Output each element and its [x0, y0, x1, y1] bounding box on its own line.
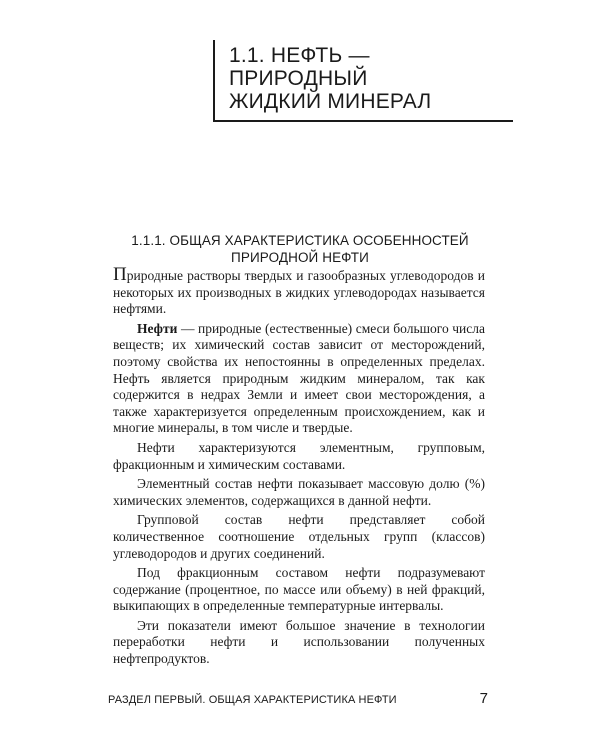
body-text — [113, 264, 485, 671]
paragraph-importance: Эти показатели имеют большое значение в технологии переработки нефти и использовании полученных нефтепродуктов. — [113, 617, 485, 667]
section-heading-line: ПРИРОДНОЙ НЕФТИ — [231, 250, 369, 265]
page-number: 7 — [479, 690, 488, 707]
paragraph-intro-text: риродные растворы твердых и газообразных углеводородов и некоторых их производных в жидких углеводородах называется нефтями. — [113, 268, 485, 317]
paragraph-intro — [113, 264, 485, 318]
paragraph-group: Групповой состав нефти представляет собой количественное соотношение отдельных групп (классов) углеводородов и других соединений. — [113, 512, 485, 561]
paragraph-elemental: Элементный состав нефти показывает массовую долю (%) химических элементов, содержащихся в данной нефти. — [113, 476, 485, 508]
running-title: РАЗДЕЛ ПЕРВЫЙ. ОБЩАЯ ХАРАКТЕРИСТИКА НЕФТИ — [108, 694, 397, 706]
paragraph-definition — [113, 321, 485, 437]
term-neft: Нефти — [137, 320, 178, 336]
section-heading — [110, 232, 490, 266]
paragraph-fractional: Под фракционным составом нефти подразумевают содержание (процентное, по массе или объему) в ней фракций, выкипающих в определенные температурные интервалы. — [113, 565, 485, 614]
paragraph-compositions: Нефти характеризуются элементным, групповым, фракционным и химическим составами. — [113, 439, 485, 472]
paragraph-definition-text: — природные (естественные) смеси большого числа веществ; их химический состав зависит от месторождений, поэтому свойства их непостоянны в определенных пределах. Нефть является природным жидким минералом, так как содержится в недрах Земли и имеет свои месторождения, а также характеризуется определенным происхождением, как и многие минералы, в том числе и твердые. — [113, 320, 485, 436]
section-heading-line: 1.1.1. ОБЩАЯ ХАРАКТЕРИСТИКА ОСОБЕННОСТЕЙ — [131, 233, 469, 248]
chapter-title-line: ЖИДКИЙ МИНЕРАЛ — [229, 90, 432, 113]
chapter-title — [229, 40, 513, 113]
chapter-title-block — [213, 40, 513, 122]
page-footer — [108, 690, 488, 708]
drop-cap: П — [113, 264, 127, 285]
chapter-title-line: ПРИРОДНЫЙ — [229, 67, 368, 90]
chapter-title-line: 1.1. НЕФТЬ — — [229, 44, 370, 67]
